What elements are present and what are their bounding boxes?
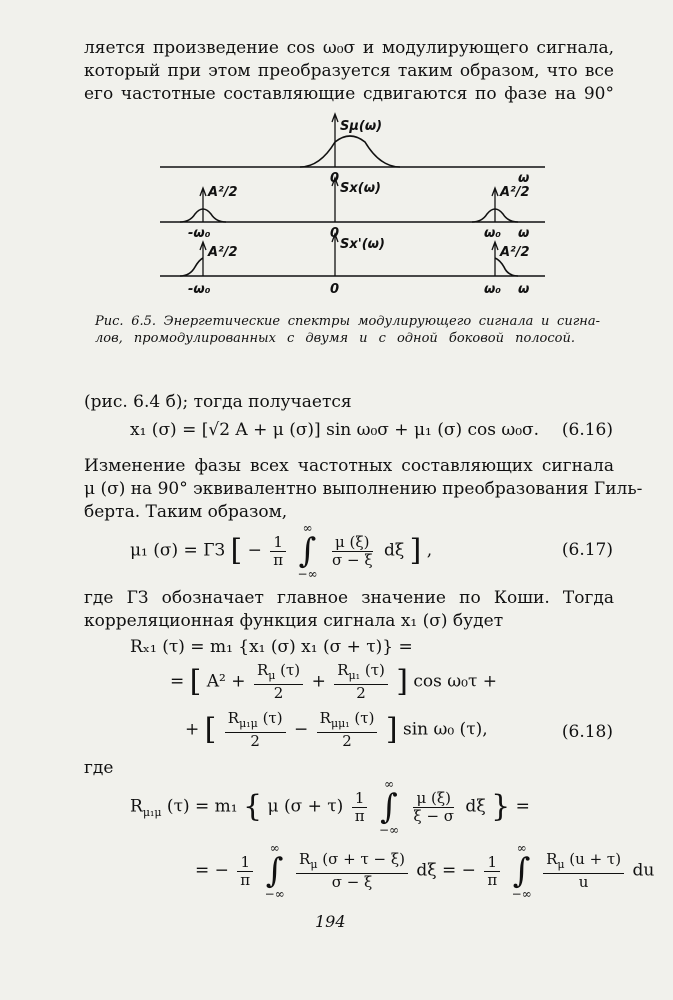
label-zero-3: 0 [330, 282, 340, 297]
label-omega-2: ω [518, 226, 530, 241]
figure-caption-line-2: лов, промодулированных с двумя и с одной боковой полосой. [95, 331, 575, 346]
label-zero-1: 0 [330, 171, 340, 186]
text-paragraph-3-line-3: берта. Таким образом, [84, 502, 288, 522]
equation-number-6-17: (6.17) [561, 540, 613, 560]
label-omega0-2: ω₀ [484, 226, 501, 241]
spectrum-figure [150, 110, 550, 310]
label-omega-1: ω [518, 171, 530, 186]
text-paragraph-3-line-2: μ (σ) на 90° эквивалентно выполнению преобразования Гиль- [84, 479, 643, 499]
text-paragraph-4-line-1: где ГЗ обозначает главное значение по Коши. Тогда [84, 588, 614, 608]
equation-number-6-18: (6.18) [561, 722, 613, 742]
text-paragraph-2: (рис. 6.4 б); тогда получается [84, 392, 352, 412]
text-where: где [84, 758, 114, 778]
text-line-3: его частотные составляющие сдвигаются по фазе на 90° [84, 84, 614, 104]
text-paragraph-4-line-2: корреляционная функция сигнала x₁ (σ) будет [84, 611, 504, 631]
equation-6-16: x₁ (σ) = [√2 A + μ (σ)] sin ω₀σ + μ₁ (σ) cos ω₀σ. [130, 420, 540, 440]
label-s-x: Sx(ω) [340, 181, 381, 196]
spectrum-mu-curve [300, 136, 400, 167]
label-omega0-3: ω₀ [484, 282, 501, 297]
equation-6-17: μ₁ (σ) = ГЗ [ − $\frac{1}{\pi}$ ∞ ∫ −∞ $\frac{\mu (\xi)}{\sigma - \xi}$ dξ ] , [130, 521, 433, 581]
text-line-1: ляется произведение cos ω₀σ и модулирующего сигнала, [84, 38, 614, 58]
equation-6-18-line-3: + [ $\frac{R_{\mu_1\mu} (\tau)}{2}$ − $\frac{R_{\mu\mu_1} (\tau)}{2}$ ] sin ω₀ (τ), [185, 709, 488, 750]
equation-number-6-16: (6.16) [561, 420, 613, 440]
spectrum-left-ssb [180, 258, 203, 276]
label-a2-right-3: A²/2 [500, 245, 530, 260]
spectrum-right-ssb [495, 258, 518, 276]
equation-6-17-lhs: μ₁ (σ) = ГЗ [130, 540, 226, 561]
label-a2-right: A²/2 [500, 185, 530, 200]
label-s-mu: Sμ(ω) [340, 119, 383, 134]
equation-6-18-line-1: Rₓ₁ (τ) = m₁ {x₁ (σ) x₁ (σ + τ)} = [130, 637, 413, 657]
text-line-2: который при этом преобразуется таким образом, что все [84, 61, 614, 81]
label-a2-left: A²/2 [208, 185, 238, 200]
label-neg-omega0-2: -ω₀ [188, 226, 211, 241]
page-number: 194 [315, 912, 346, 931]
label-s-x1: Sx'(ω) [340, 237, 385, 252]
equation-r-mu1mu-line-2: = − $\frac{1}{\pi}$ ∞ ∫ −∞ $\frac{R_\mu (\sigma + \tau - \xi)}{\sigma - \xi}$ dξ = − $\frac{1}{\pi}$ ∞ ∫ −∞ $\frac{R_\mu (u + \tau)}{u}$ du [195, 841, 655, 901]
equation-r-mu1mu-line-1: $R_{\mu_1\mu}$ (τ) = m₁ { μ (σ + τ) $\frac{1}{\pi}$ ∞ ∫ −∞ $\frac{\mu (\xi)}{\xi - \sigma}$ dξ } = [130, 777, 530, 837]
label-omega-3: ω [518, 282, 530, 297]
figure-caption-line-1: Рис. 6.5. Энергетические спектры модулирующего сигнала и сигна- [95, 314, 600, 329]
equation-6-18-line-2: = [ A² + $\frac{R_\mu (\tau)}{2}$ + $\frac{R_{\mu_1} (\tau)}{2}$ ] cos ω₀τ + [170, 661, 498, 702]
label-neg-omega0-3: -ω₀ [188, 282, 211, 297]
label-a2-left-3: A²/2 [208, 245, 238, 260]
text-paragraph-3-line-1: Изменение фазы всех частотных составляющих сигнала [84, 456, 614, 476]
label-zero-2: 0 [330, 226, 340, 241]
